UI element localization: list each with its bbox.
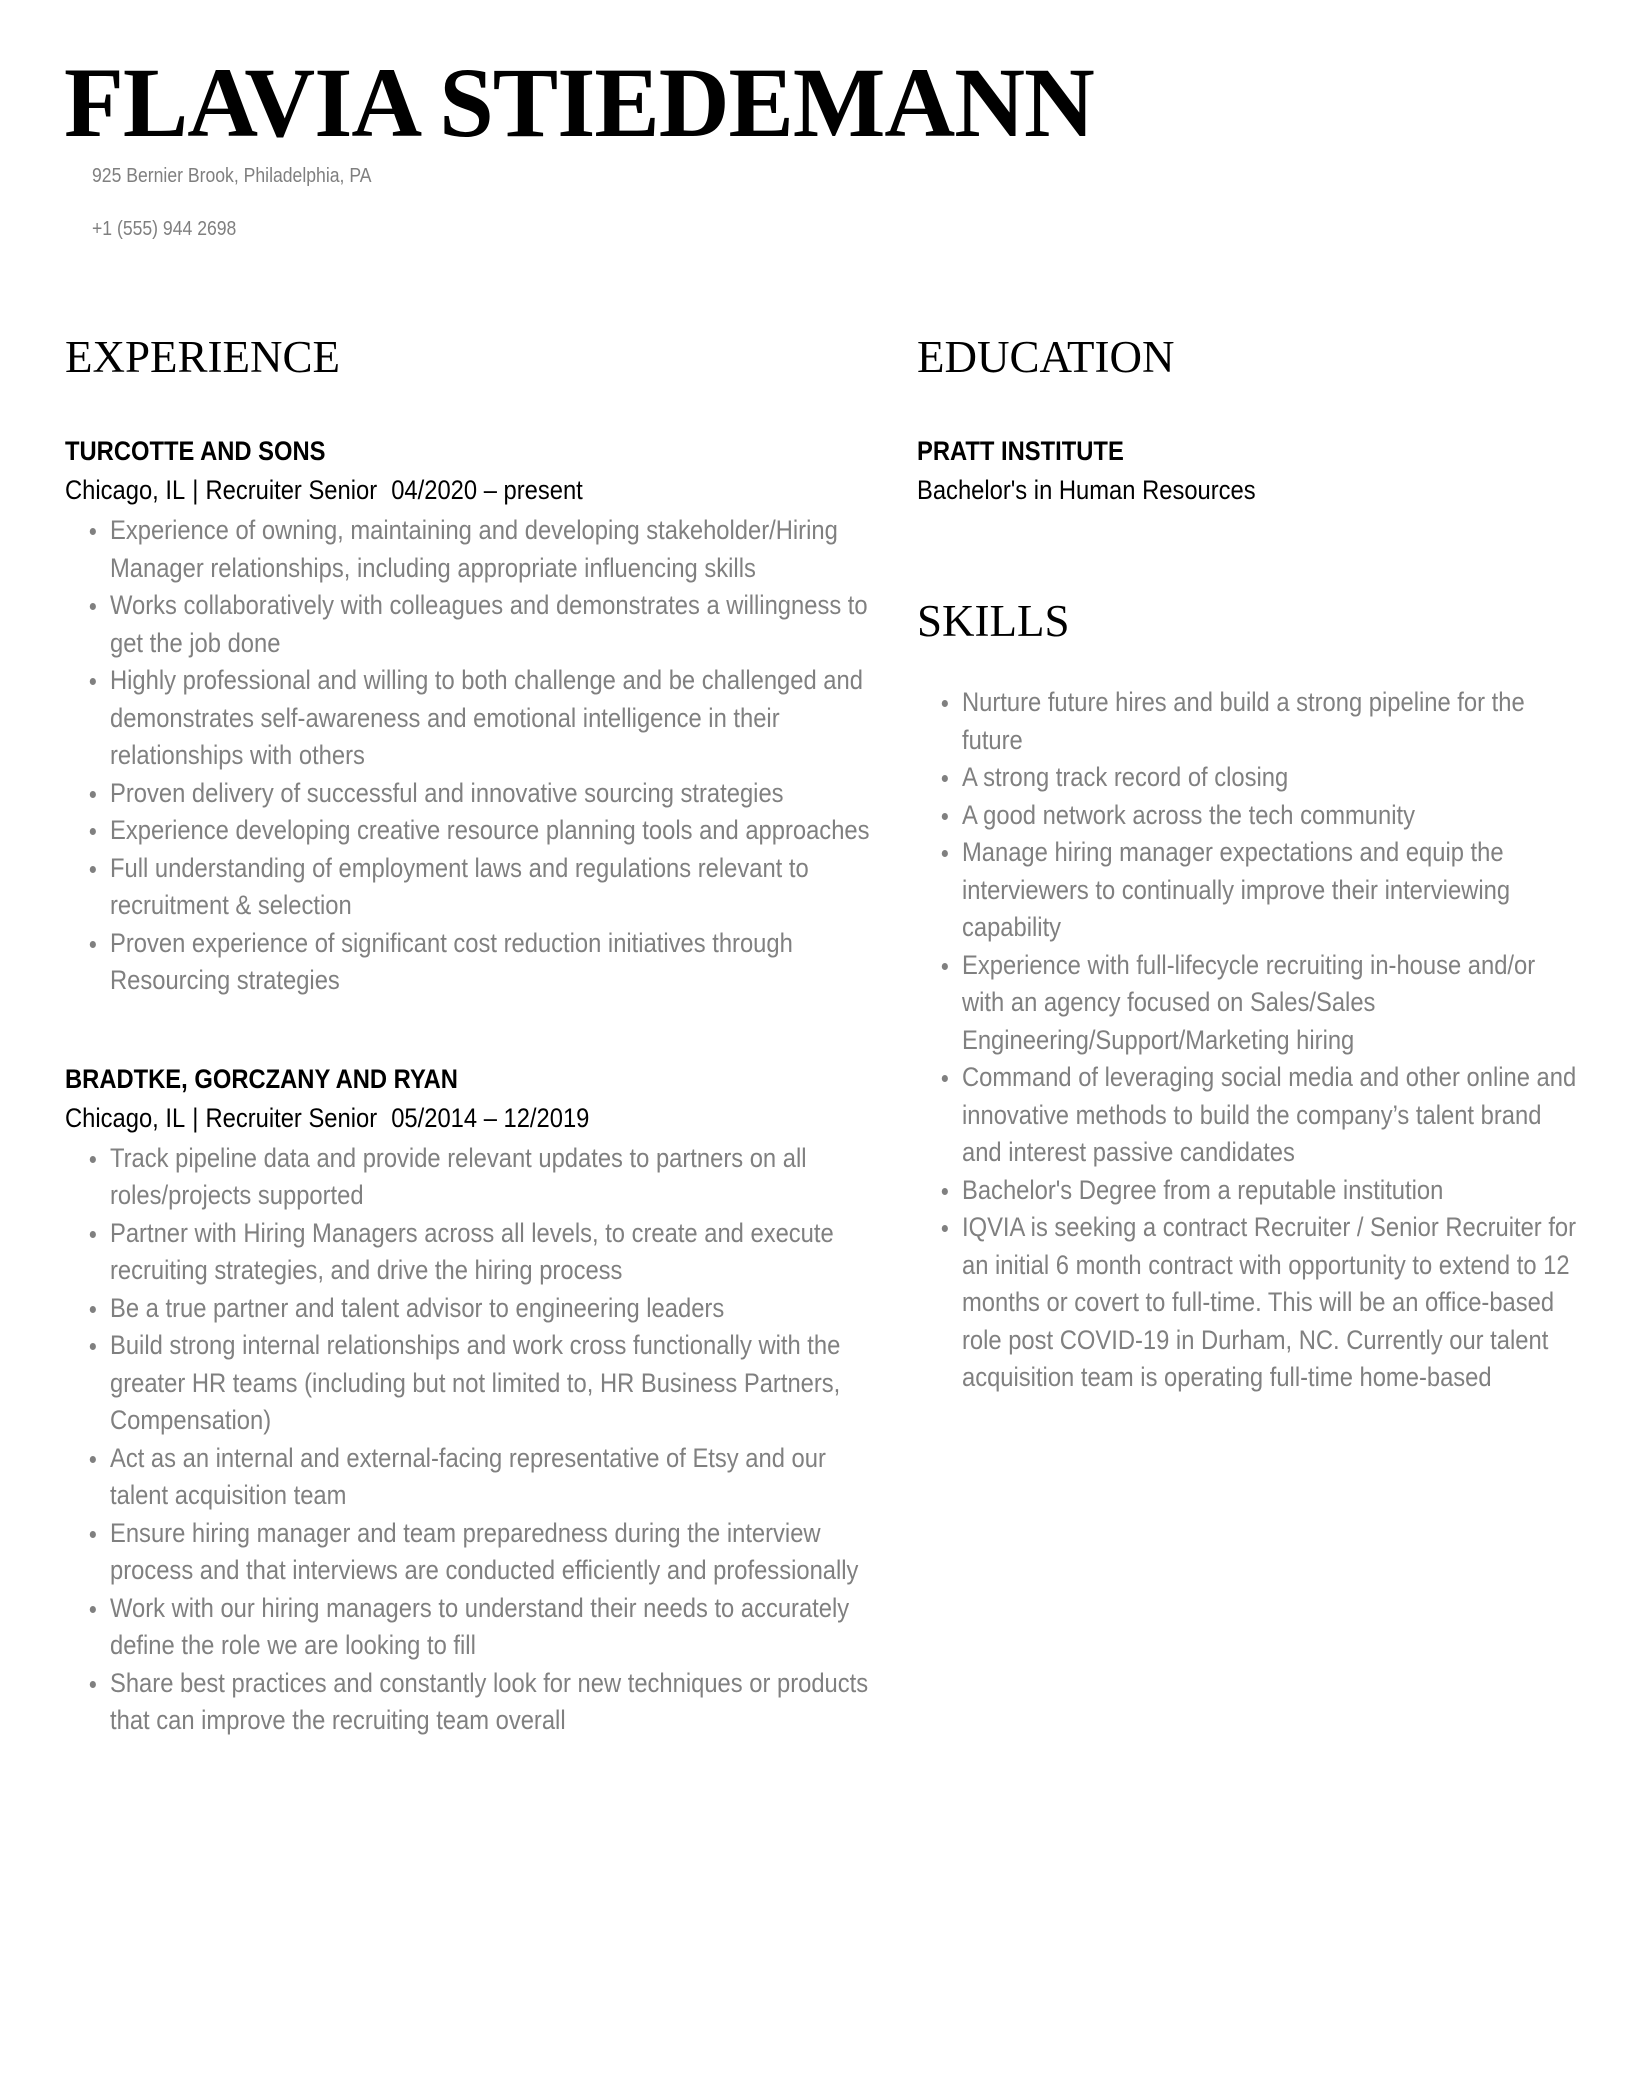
job-meta bbox=[65, 470, 787, 510]
contact-phone: +1 (555) 944 2698 bbox=[92, 218, 237, 240]
list-item: Works collaboratively with colleagues and demonstrates a willingness to get the job done bbox=[110, 587, 887, 662]
job-bullets bbox=[65, 512, 885, 1000]
contact-address: 925 Bernier Brook, Philadelphia, PA bbox=[92, 165, 372, 187]
list-item: Experience with full-lifecycle recruiting in-house and/or with an agency focused on Sales/Sales Engineering/Support/Marketing hiring bbox=[962, 947, 1579, 1060]
list-item: A good network across the tech community bbox=[962, 797, 1579, 835]
candidate-name: FLAVIA STIEDEMANN bbox=[64, 47, 1094, 158]
skills-heading: SKILLS bbox=[917, 596, 1070, 646]
list-item: Command of leveraging social media and other online and innovative methods to build the company’s talent brand and interest passive candidates bbox=[962, 1059, 1579, 1172]
list-item: Highly professional and willing to both challenge and be challenged and demonstrates self-awareness and emotional intelligence in their relationships with others bbox=[110, 662, 887, 775]
list-item: Partner with Hiring Managers across all levels, to create and execute recruiting strategies, and drive the hiring process bbox=[110, 1215, 887, 1290]
list-item: Act as an internal and external-facing representative of Etsy and our talent acquisition team bbox=[110, 1440, 887, 1515]
job-bullets bbox=[65, 1140, 885, 1740]
list-item: Build strong internal relationships and work cross functionally with the greater HR teams (including but not limited to, HR Business Partners, Compensation) bbox=[110, 1327, 887, 1440]
education-heading: EDUCATION bbox=[917, 332, 1175, 382]
education-entry bbox=[917, 432, 1577, 510]
list-item: Be a true partner and talent advisor to engineering leaders bbox=[110, 1290, 887, 1328]
degree: Bachelor's in Human Resources bbox=[917, 475, 1256, 505]
job-entry bbox=[65, 432, 885, 1000]
list-item: Work with our hiring managers to understand their needs to accurately define the role we are looking to fill bbox=[110, 1590, 887, 1665]
job-location: Chicago, IL bbox=[65, 475, 186, 505]
list-item: Manage hiring manager expectations and equip the interviewers to continually improve their interviewing capability bbox=[962, 834, 1579, 947]
left-column bbox=[65, 330, 885, 1740]
list-item: Nurture future hires and build a strong pipeline for the future bbox=[962, 684, 1579, 759]
list-item: Share best practices and constantly look for new techniques or products that can improve the recruiting team overall bbox=[110, 1665, 887, 1740]
skills-list bbox=[917, 684, 1577, 1397]
job-entry bbox=[65, 1060, 885, 1740]
job-meta bbox=[65, 1098, 787, 1138]
separator: | bbox=[192, 1102, 199, 1133]
job-location: Chicago, IL bbox=[65, 1102, 186, 1133]
job-dates: 05/2014 – 12/2019 bbox=[391, 1102, 590, 1133]
list-item: A strong track record of closing bbox=[962, 759, 1579, 797]
list-item: IQVIA is seeking a contract Recruiter / Senior Recruiter for an initial 6 month contract with opportunity to extend to 12 months or covert to full-time. This will be an office-based role post COVID-19 in Durham, NC. Currently our talent acquisition team is operating full-time home-based bbox=[962, 1209, 1579, 1397]
right-column bbox=[917, 330, 1577, 1397]
school-name: PRATT INSTITUTE bbox=[917, 436, 1124, 466]
list-item: Ensure hiring manager and team preparedness during the interview process and that interviews are conducted efficiently and professionally bbox=[110, 1515, 887, 1590]
list-item: Bachelor's Degree from a reputable institution bbox=[962, 1172, 1579, 1210]
company-name: TURCOTTE AND SONS bbox=[65, 436, 326, 466]
company-name: BRADTKE, GORCZANY AND RYAN bbox=[65, 1063, 458, 1094]
experience-heading: EXPERIENCE bbox=[65, 332, 340, 382]
separator: | bbox=[192, 475, 199, 505]
job-dates: 04/2020 – present bbox=[391, 475, 583, 505]
list-item: Experience of owning, maintaining and developing stakeholder/Hiring Manager relationships, including appropriate influencing skills bbox=[110, 512, 887, 587]
list-item: Track pipeline data and provide relevant updates to partners on all roles/projects supported bbox=[110, 1140, 887, 1215]
job-role: Recruiter Senior bbox=[205, 475, 378, 505]
list-item: Proven experience of significant cost reduction initiatives through Resourcing strategies bbox=[110, 925, 887, 1000]
list-item: Proven delivery of successful and innovative sourcing strategies bbox=[110, 775, 887, 813]
list-item: Experience developing creative resource planning tools and approaches bbox=[110, 812, 887, 850]
job-role: Recruiter Senior bbox=[205, 1102, 378, 1133]
list-item: Full understanding of employment laws and regulations relevant to recruitment & selection bbox=[110, 850, 887, 925]
